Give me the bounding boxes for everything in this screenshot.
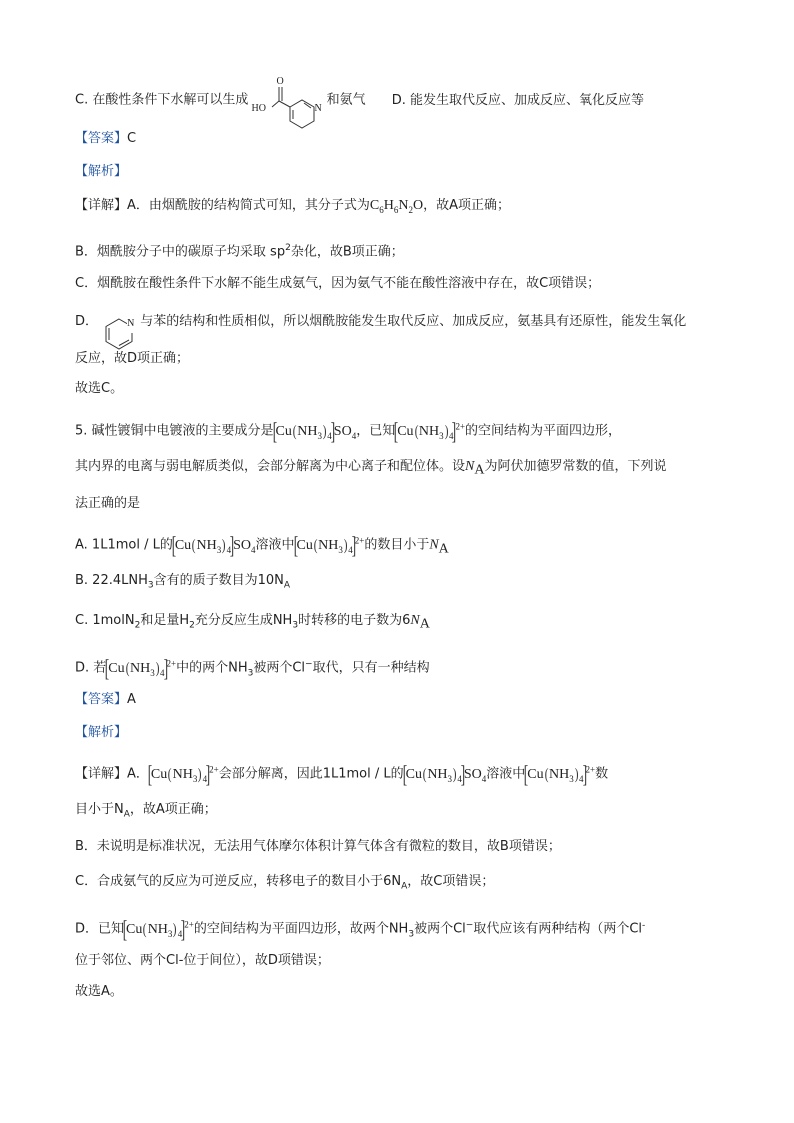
mol-n-label: N [314,103,322,114]
detail-1-b: B．烟酰胺分子中的碳原子均采取 $sp^2$杂化，故B项正确； [75,243,404,260]
option-5-a: A. 1L1mol / L的$[Cu(NH_3)_4]SO_4$溶液中$[Cu(NH_3)_4]^{2+}$的数目小于$N_A$ [75,532,449,559]
question-5-line-3: 法正确的是 [75,496,141,511]
detail-2-d: D．已知$[Cu(NH_3)_4]^{2+}$的空间结构为平面四边形，故两个$NH_3$被两个Cl−取代应该有两种结构（两个Cl- [75,916,646,943]
option-d-text: D. 能发生取代反应、加成反应、氧化反应等 [391,92,645,108]
option-5-b: B. $22.4LNH_3$含有的质子数目为$10N_A$ [75,573,291,591]
conclusion-2: 故选A。 [75,984,123,999]
option-c-text: C. 在酸性条件下水解可以生成 [75,92,249,108]
answer-1 [75,130,136,148]
mol-o-label: O [276,76,284,87]
analysis-heading-1: 【解析】 [75,164,128,179]
analysis-heading-2: 【解析】 [75,725,128,740]
molecular-formula: $C_6H_6N_2O$ [369,198,424,215]
detail-2-a-cont: 目小于$N_A$，故A项正确； [75,802,217,820]
detail-2-c: C．合成氨气的反应为可逆反应，转移电子的数目小于$6N_A$，故C项错误； [75,874,495,892]
answer-value: A [127,692,136,707]
detail-1-d: D． N 与苯的结构和性质相似，所以烟酰胺能发生取代反应、加成反应，氨基具有还原性，能发生氧化 [75,313,686,351]
detail-2-d-cont: 位于邻位、两个Cl-位于间位），故D项错误； [75,953,330,968]
option-c-suffix: 和氨气 [326,92,366,108]
detail-2-a: 【详解】A．$[Cu(NH_3)_4]^{2+}$会部分解离，因此1L1mol / L的$[Cu(NH_3)_4]SO_4$溶液中$[Cu(NH_3)_4]^{2+}$数 [75,761,609,788]
detail-1-a: 【详解】A．由烟酰胺的结构简式可知，其分子式为$C_6H_6N_2O$，故A项正确； [75,198,511,215]
question-5-line-1: 5. 碱性镀铜中电镀液的主要成分是$[Cu(NH_3)_4]SO_4$，已知$[Cu(NH_3)_4]^{2+}$的空间结构为平面四边形， [75,418,622,445]
detail-1-d-cont: 反应，故D项正确； [75,351,190,366]
question-5-line-2: 其内界的电离与弱电解质类似，会部分解离为中心离子和配位体。设$N_A$为阿伏加德罗常数的值，下列说 [75,459,667,478]
answer-2 [75,691,136,709]
mol-ho-label: HO [251,103,266,114]
conclusion-1: 故选C。 [75,381,124,396]
detail-2-b: B．未说明是标准状况，无法用气体摩尔体积计算气体含有微粒的数目，故B项错误； [75,839,561,854]
detail-1-c: C．烟酰胺在酸性条件下水解不能生成氨气，因为氨气不能在酸性溶液中存在，故C项错误； [75,276,601,291]
option-5-c: C. 1molN$_2$和足量$H_2$充分反应生成$NH_3$时转移的电子数为$6N_A$ [75,613,430,632]
nicotinic-acid-structure [251,76,322,133]
answer-label: 【答案】 [75,692,128,707]
option-5-d: D. 若$[Cu(NH_3)_4]^{2+}$中的两个$NH_3$被两个Cl−取代，只有一种结构 [75,655,430,682]
option-c-row [75,76,645,133]
answer-value: C [127,131,137,146]
detail-label: 【详解】 [75,198,128,213]
answer-label: 【答案】 [75,131,128,146]
pyridine-structure [102,317,136,351]
pyridine-n-label: N [127,315,134,333]
